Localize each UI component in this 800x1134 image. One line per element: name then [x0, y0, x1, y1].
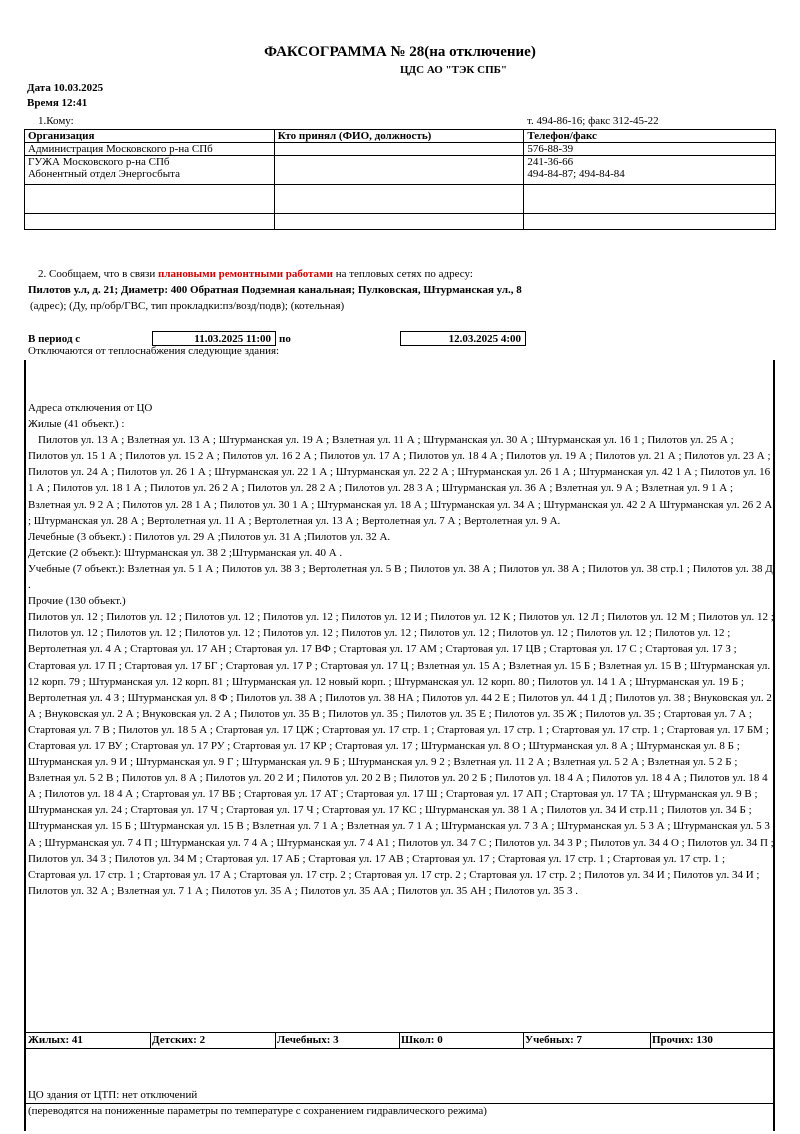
period-note: Отключаются от теплоснабжения следующие здания:	[28, 345, 280, 357]
organization-name: ГУЖА Московского р-на СПб	[28, 156, 170, 168]
time-label: Время 12:41	[27, 97, 88, 109]
received-by-cell	[274, 185, 524, 214]
table-row	[25, 156, 776, 185]
column-header-received-by: Кто принял (ФИО, должность)	[274, 130, 524, 143]
residential-list: Пилотов ул. 13 А ; Взлетная ул. 13 А ; Штурманская ул. 19 А ; Взлетная ул. 11 А ; Штурманская ул. 30 А ; Штурманская ул. 16 1 ; Пилотов ул. 25 А ; Пилотов ул. 15 1 А ; Пилотов ул. 15 2 А ; Пилотов ул. 16 2 А ; Пилотов ул. 17 А ; Пилотов ул. 18 4 А ; Пилотов ул. 19 А ; Пилотов ул. 21 А ; Пилотов ул. 23 А ; Пилотов ул. 24 А ; Пилотов ул. 26 1 А ; Штурманская ул. 22 1 А ; Штурманская ул. 22 2 А ; Штурманская ул. 26 1 А ; Штурманская ул. 42 1 А ; Пилотов ул. 16 1 А ; Пилотов ул. 18 1 А ; Пилотов ул. 26 2 А ; Пилотов ул. 28 2 А ; Пилотов ул. 28 3 А ; Штурманская ул. 36 А ; Взлетная ул. 9 А ; Взлетная ул. 9 1 А ; Взлетная ул. 9 2 А ; Пилотов ул. 28 1 А ; Пилотов ул. 30 1 А ; Штурманская ул. 18 А ; Штурманская ул. 34 А ; Штурманская ул. 42 2 А Штурманская ул. 26 2 А ; Штурманская ул. 28 А ; Вертолетная ул. 11 А ; Вертолетная ул. 13 А ; Вертолетная ул. 7 А ; Вертолетная ул. 9 А.	[28, 434, 773, 527]
medical-list: Лечебные (3 объект.) : Пилотов ул. 29 А ;Пилотов ул. 31 А ;Пилотов ул. 32 А.	[28, 530, 391, 543]
recipient-label: 1.Кому:	[38, 115, 74, 127]
phone-cell	[524, 214, 776, 230]
ctp-status: ЦО здания от ЦТП: нет отключений	[28, 1089, 198, 1101]
totals-divider	[150, 1032, 151, 1049]
period-from-box: 11.03.2025 11:00	[152, 331, 276, 346]
table-row	[25, 185, 776, 214]
residential-label: Жилые (41 объект.) :	[28, 418, 125, 431]
organization-name: Абонентный отдел Энергосбыта	[28, 168, 180, 180]
totals-divider	[399, 1032, 400, 1049]
total-residential: Жилых: 41	[28, 1034, 83, 1046]
received-by-cell	[274, 214, 524, 230]
addresses-section	[28, 400, 774, 899]
column-header-phone: Телефон/факс	[524, 130, 776, 143]
address-legend: (адрес); (Ду, пр/обр/ГВС, тип прокладки:пз/возд/подв); (котельная)	[30, 300, 345, 312]
total-schools: Школ: 0	[401, 1034, 443, 1046]
total-medical: Лечебных: 3	[277, 1034, 339, 1046]
notice-prefix: 2. Сообщаем, что в связи	[38, 268, 158, 280]
column-header-organization: Организация	[25, 130, 275, 143]
notice-suffix: на тепловых сетях по адресу:	[332, 268, 473, 280]
period-to-box: 12.03.2025 4:00	[400, 331, 526, 346]
notice-line	[38, 268, 473, 280]
children-list: Детские (2 объект.): Штурманская ул. 38 2 ;Штурманская ул. 40 А .	[28, 546, 343, 559]
totals-divider	[523, 1032, 524, 1049]
education-list: Учебные (7 объект.): Взлетная ул. 5 1 А ; Пилотов ул. 38 3 ; Вертолетная ул. 5 В ; Пилотов ул. 38 А ; Пилотов ул. 38 А ; Пилотов ул. 38 стр.1 ; Пилотов ул. 38 Д .	[28, 562, 773, 592]
addresses-header: Адреса отключения от ЦО	[28, 402, 153, 414]
received-by-cell	[274, 156, 524, 185]
date-label: Дата 10.03.2025	[27, 82, 104, 94]
table-header-row	[25, 130, 776, 143]
totals-divider	[650, 1032, 651, 1049]
period-to-label: по	[279, 333, 291, 345]
organization-cell	[25, 156, 275, 185]
phone-cell	[524, 156, 776, 185]
organization-cell	[25, 185, 275, 214]
period-label: В период с	[28, 333, 81, 345]
other-label: Прочие (130 объект.)	[28, 595, 126, 608]
phone-value: 494-84-87; 494-84-84	[527, 168, 625, 180]
phone-cell	[524, 185, 776, 214]
total-children: Детских: 2	[152, 1034, 206, 1046]
other-list: Пилотов ул. 12 ; Пилотов ул. 12 ; Пилотов ул. 12 ; Пилотов ул. 12 ; Пилотов ул. 12 И ; Пилотов ул. 12 К ; Пилотов ул. 12 Л ; Пилотов ул. 12 М ; Пилотов ул. 12 ; Пилотов ул. 12 ; Пилотов ул. 12 ; Пилотов ул. 12 ; Пилотов ул. 12 ; Пилотов ул. 12 ; Пилотов ул. 12 ; Пилотов ул. 12 ; Пилотов ул. 12 ; Пилотов ул. 12 ; Вертолетная ул. 4 А ; Стартовая ул. 17 АН ; Стартовая ул. 17 ВФ ; Стартовая ул. 17 АМ ; Стартовая ул. 17 ЦВ ; Стартовая ул. 17 С ; Стартовая ул. 17 З ; Стартовая ул. 17 П ; Стартовая ул. 17 БГ ; Стартовая ул. 17 Р ; Стартовая ул. 17 Ц ; Взлетная ул. 15 А ; Взлетная ул. 15 Б ; Взлетная ул. 15 В ; Штурманская ул. 12 корп. 79 ; Штурманская ул. 12 корп. 81 ; Штурманская ул. 12 новый корп. ; Штурманская ул. 12 корп. 80 ; Пилотов ул. 14 1 А ; Штурманская ул. 19 Б ; Вертолетная ул. 4 З ; Штурманская ул. 8 Ф ; Пилотов ул. 38 А ; Пилотов ул. 38 НА ; Пилотов ул. 44 2 Е ; Пилотов ул. 44 1 Д ; Пилотов ул. 38 ; Внуковская ул. 2 А ; Внуковская ул. 2 А ; Внуковская ул. 2 А ; Пилотов ул. 35 В ; Пилотов ул. 35 ; Пилотов ул. 35 Е ; Пилотов ул. 35 Ж ; Пилотов ул. 35 ; Стартовая ул. 7 А ; Стартовая ул. 7 В ; Пилотов ул. 18 5 А ; Стартовая ул. 17 ЦЖ ; Стартовая ул. 17 стр. 1 ; Стартовая ул. 17 стр. 1 ; Стартовая ул. 17 стр. 1 ; Стартовая ул. 17 БМ ; Стартовая ул. 17 ВУ ; Стартовая ул. 17 РУ ; Стартовая ул. 17 КР ; Стартовая ул. 17 ; Штурманская ул. 8 О ; Штурманская ул. 8 А ; Штурманская ул. 8 Б ; Штурманская ул. 9 И ; Штурманская ул. 9 Г ; Штурманская ул. 9 Б ; Штурманская ул. 9 2 ; Взлетная ул. 11 2 А ; Взлетная ул. 5 2 А ; Взлетная ул. 5 2 Б ; Взлетная ул. 5 2 В ; Пилотов ул. 8 А ; Пилотов ул. 20 2 И ; Пилотов ул. 20 2 В ; Пилотов ул. 20 2 Б ; Пилотов ул. 18 4 А ; Пилотов ул. 18 4 А ; Пилотов ул. 18 4 А ; Пилотов ул. 18 4 А ; Стартовая ул. 17 ВБ ; Стартовая ул. 17 АТ ; Стартовая ул. 17 Ш ; Стартовая ул. 17 АП ; Стартовая ул. 17 ТА ; Штурманская ул. 9 В ; Штурманская ул. 24 ; Стартовая ул. 17 Ч ; Стартовая ул. 17 Ч ; Стартовая ул. 17 КС ; Штурманская ул. 38 1 А ; Пилотов ул. 34 И стр.11 ; Пилотов ул. 34 Б ; Штурманская ул. 15 Б ; Штурманская ул. 15 В ; Взлетная ул. 7 1 А ; Взлетная ул. 7 1 А ; Штурманская ул. 7 3 А ; Штурманская ул. 5 3 А ; Штурманская ул. 5 3 А ; Штурманская ул. 7 4 П ; Штурманская ул. 7 4 А ; Штурманская ул. 7 4 А1 ; Пилотов ул. 34 7 С ; Пилотов ул. 34 3 Р ; Пилотов ул. 34 4 О ; Пилотов ул. 34 П ; Пилотов ул. 34 3 ; Пилотов ул. 34 М ; Стартовая ул. 17 АБ ; Стартовая ул. 17 АВ ; Стартовая ул. 17 ; Стартовая ул. 17 стр. 1 ; Стартовая ул. 17 стр. 1 ; Стартовая ул. 17 стр. 1 ; Стартовая ул. 17 А ; Стартовая ул. 17 стр. 2 ; Стартовая ул. 17 стр. 2 ; Стартовая ул. 17 стр. 2 ; Пилотов ул. 34 И ; Пилотов ул. 34 И ; Пилотов ул. 32 А ; Взлетная ул. 7 1 А ; Пилотов ул. 35 А ; Пилотов ул. 35 АА ; Пилотов ул. 35 АН ; Пилотов ул. 35 З .	[28, 611, 774, 897]
footer-divider	[24, 1103, 775, 1104]
recipients-table	[24, 129, 776, 230]
total-education: Учебных: 7	[525, 1034, 582, 1046]
document-subtitle: ЦДС АО "ТЭК СПБ"	[400, 64, 508, 76]
frame-left-border	[24, 360, 26, 1131]
table-row	[25, 214, 776, 230]
table-row	[25, 143, 776, 156]
footer-note: (переводятся на пониженные параметры по температуре с сохранением гидравлического режима)	[28, 1105, 487, 1117]
organization-cell: Администрация Московского р-на СПб	[25, 143, 275, 156]
organization-cell	[25, 214, 275, 230]
totals-divider	[275, 1032, 276, 1049]
outage-address: Пилотов у.л, д. 21; Диаметр: 400 Обратная Подземная канальная; Пулковская, Штурманская ул., 8	[28, 284, 522, 296]
phone-value: 241-36-66	[527, 156, 574, 168]
document-title: ФАКСОГРАММА № 28(на отключение)	[264, 44, 536, 60]
received-by-cell	[274, 143, 524, 156]
contact-phone-fax: т. 494-86-16; факс 312-45-22	[527, 115, 659, 127]
total-other: Прочих: 130	[652, 1034, 713, 1046]
phone-cell: 576-88-39	[524, 143, 776, 156]
notice-highlight: плановыми ремонтными работами	[158, 268, 333, 280]
